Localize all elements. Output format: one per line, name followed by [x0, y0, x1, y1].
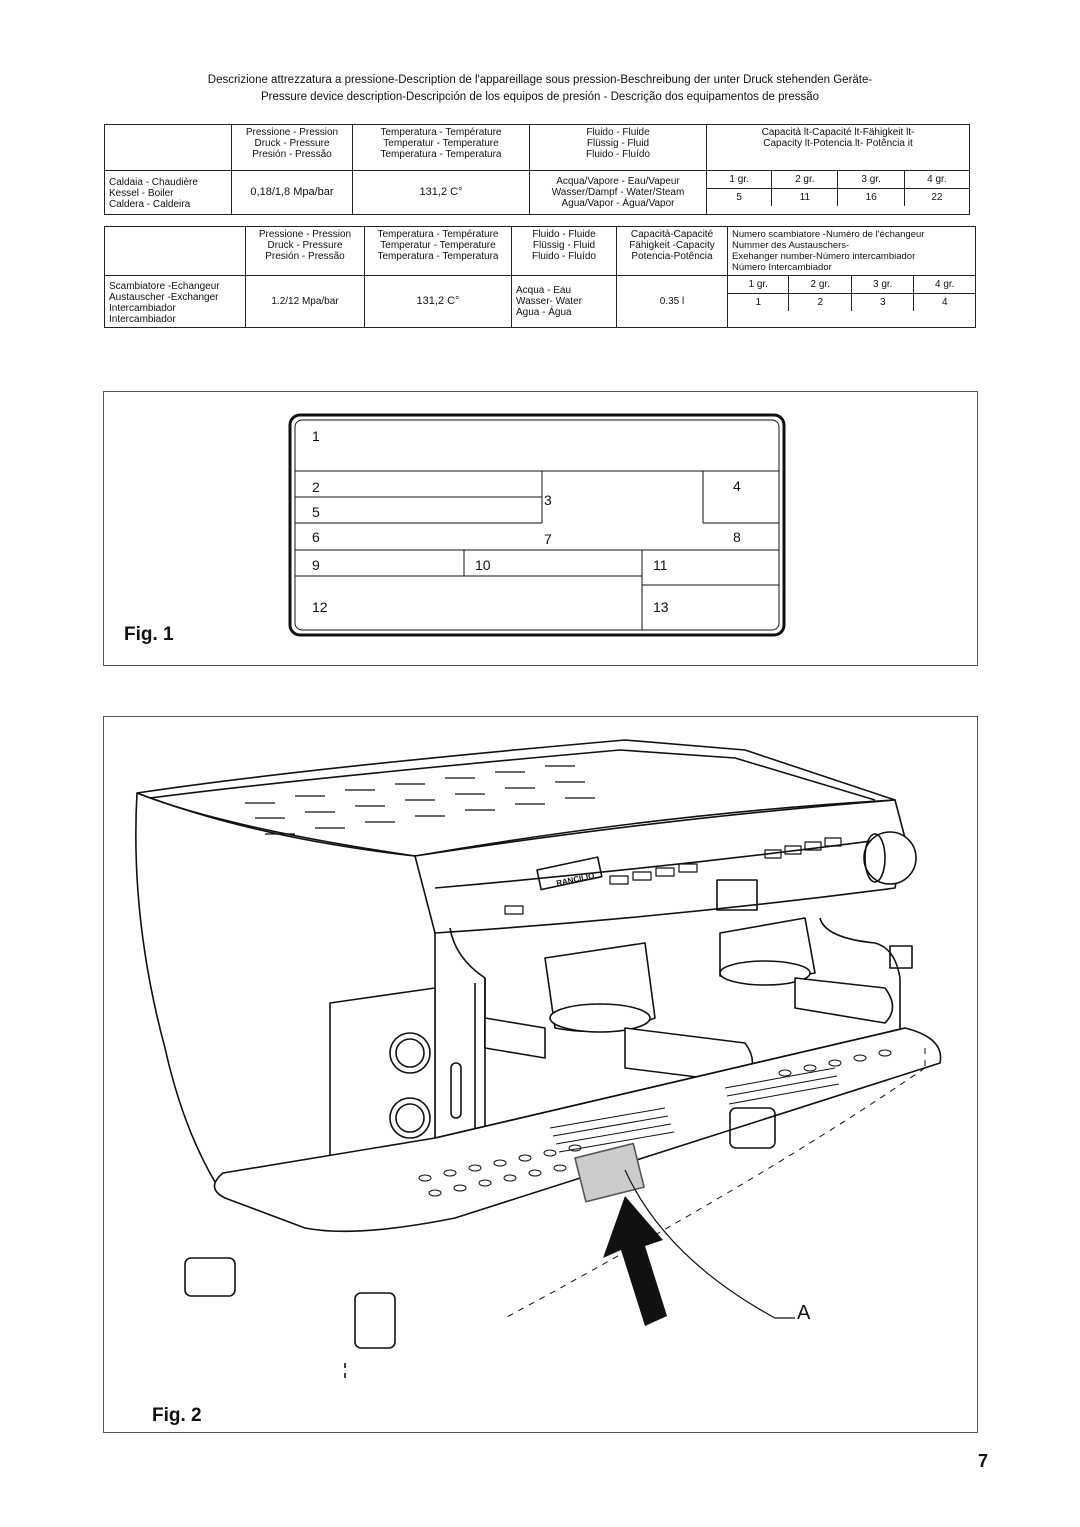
espresso-machine-drawing [105, 718, 975, 1429]
group-label: 4 gr. [914, 276, 975, 294]
page-number: 7 [977, 1451, 988, 1471]
exchanger-col-number: Numero scambiatore -Numéro de l'échangeur Nummer des Austauschers- Exehanger number-Número intercambiador Número Intercambiador [728, 227, 976, 276]
plate-field-11: 11 [653, 557, 668, 573]
exchanger-col-pressure: Pressione - Pression Druck - Pressure Presión - Pressão [246, 227, 365, 276]
exchanger-col-capacity: Capacità-Capacité Fähigkeit -Capacity Potencia-Potência [617, 227, 728, 276]
exchanger-number-grid [728, 276, 976, 328]
boiler-pressure: 0,18/1,8 Mpa/bar [232, 171, 353, 215]
exchanger-temperature: 131,2 C° [365, 276, 512, 328]
page-header [60, 72, 1020, 106]
group-label: 2 gr. [789, 276, 852, 294]
header-line-1: Descrizione attrezzatura a pressione-Description de l'appareillage sous pression-Beschreibung der unter Druck stehenden Geräte- [207, 74, 873, 86]
plate-field-7: 7 [544, 531, 552, 547]
figure-1-label: Fig. 1 [124, 624, 174, 645]
figure-2-label: Fig. 2 [152, 1405, 202, 1426]
plate-field-2: 2 [312, 479, 320, 495]
exchanger-number: 1 [755, 297, 762, 308]
exchanger-table [104, 226, 976, 328]
boiler-col-capacity: Capacità lt-Capacité lt-Fähigkeit lt- Capacity lt-Potencia lt- Potência it [707, 125, 970, 171]
boiler-col-pressure: Pressione - Pression Druck - Pressure Presión - Pressão [232, 125, 353, 171]
group-label: 1 gr. [707, 171, 772, 189]
boiler-row-label: Caldaia - Chaudière Kessel - Boiler Caldera - Caldeira [105, 171, 232, 215]
group-label: 3 gr. [838, 171, 904, 189]
boiler-temperature: 131,2 C° [353, 171, 530, 215]
rating-plate [288, 413, 786, 637]
brand-logo-text: RANCILIO [555, 871, 596, 888]
plate-field-5: 5 [312, 504, 320, 520]
plate-field-1: 1 [312, 428, 320, 444]
capacity-value: 22 [904, 189, 969, 207]
capacity-value: 16 [838, 189, 904, 207]
group-label: 4 gr. [904, 171, 969, 189]
boiler-fluid: Acqua/Vapore - Eau/Vapeur Wasser/Dampf - Water/Steam Agua/Vapor - Água/Vapor [530, 171, 707, 215]
header-line-2: Pressure device description-Descripción de los equipos de presión - Descrição dos equipamentos de pressão [260, 91, 820, 103]
capacity-value: 5 [736, 192, 742, 203]
exchanger-col-fluid: Fluido - Fluide Flüssig - Fluid Fluido - Fluído [512, 227, 617, 276]
plate-field-6: 6 [312, 529, 320, 545]
group-label: 3 gr. [851, 276, 914, 294]
boiler-col-fluid: Fluido - Fluide Flüssig - Fluid Fluido - Fluído [530, 125, 707, 171]
plate-field-4: 4 [733, 478, 741, 494]
exchanger-number: 2 [789, 294, 852, 312]
boiler-table [104, 124, 970, 215]
exchanger-pressure: 1.2/12 Mpa/bar [246, 276, 365, 328]
exchanger-col-temperature: Temperatura - Température Temperatur - Temperature Temperatura - Temperatura [365, 227, 512, 276]
boiler-capacity-grid [707, 171, 970, 215]
exchanger-row-label: Scambiatore -Echangeur Austauscher -Exchanger Intercambiador Intercambiador [105, 276, 246, 328]
plate-field-12: 12 [312, 599, 328, 615]
exchanger-capacity: 0.35 l [617, 276, 728, 328]
exchanger-number: 3 [851, 294, 914, 312]
boiler-col-temperature: Temperatura - Température Temperatur - Temperature Temperatura - Temperatura [353, 125, 530, 171]
plate-field-9: 9 [312, 557, 320, 573]
group-label: 2 gr. [772, 171, 838, 189]
exchanger-number: 4 [914, 294, 975, 312]
group-label: 1 gr. [728, 276, 789, 294]
callout-a-label: A [797, 1302, 811, 1324]
capacity-value: 11 [772, 189, 838, 207]
exchanger-fluid: Acqua - Eau Wasser- Water Agua - Água [512, 276, 617, 328]
plate-field-13: 13 [653, 599, 669, 615]
plate-field-10: 10 [475, 557, 491, 573]
plate-field-8: 8 [733, 529, 741, 545]
plate-field-3: 3 [544, 492, 552, 508]
